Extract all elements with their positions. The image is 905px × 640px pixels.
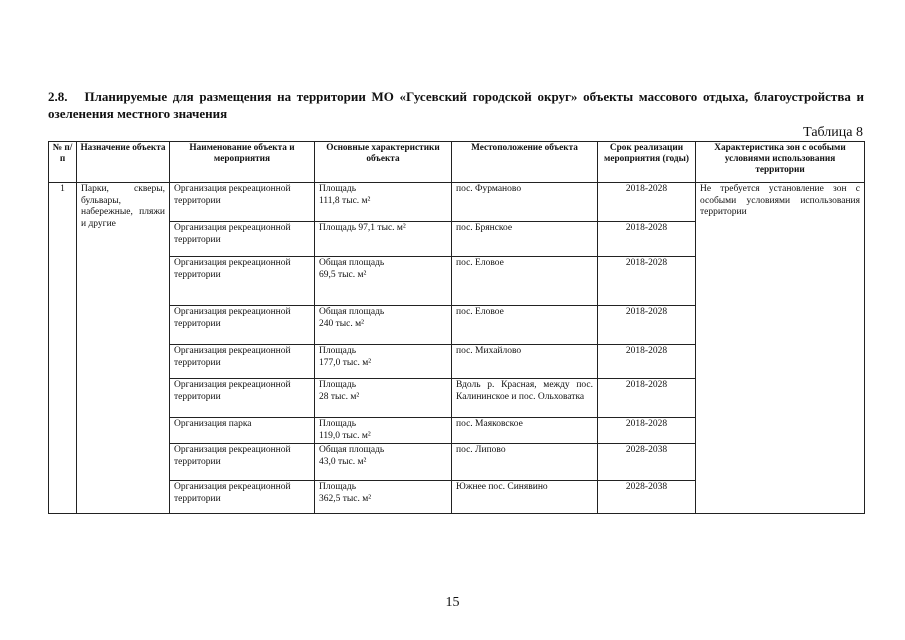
object-characteristics: [315, 481, 452, 514]
characteristic-value: 177,0 тыс. м²: [319, 357, 372, 368]
characteristic-label: Площадь: [319, 380, 357, 390]
object-location: Южнее пос. Синявино: [452, 481, 598, 514]
characteristic-value: 362,5 тыс. м²: [319, 493, 372, 504]
object-period: 2018-2028: [598, 418, 696, 444]
table-row: [49, 183, 865, 222]
characteristic-label: Общая площадь: [319, 445, 385, 455]
section-number: 2.8.: [48, 89, 68, 104]
characteristic-value: 240 тыс. м²: [319, 318, 364, 329]
object-period: 2028-2038: [598, 444, 696, 481]
object-characteristics: [315, 345, 452, 379]
object-characteristics: [315, 183, 452, 222]
object-period: 2018-2028: [598, 183, 696, 222]
object-period: 2018-2028: [598, 257, 696, 306]
object-name: Организация рекреационной территории: [170, 379, 315, 418]
object-name: Организация рекреационной территории: [170, 444, 315, 481]
object-characteristics: [315, 222, 452, 257]
object-location: пос. Брянское: [452, 222, 598, 257]
object-name: Организация рекреационной территории: [170, 222, 315, 257]
characteristic-label: Общая площадь: [319, 258, 385, 268]
object-characteristics: [315, 306, 452, 345]
object-name: Организация рекреационной территории: [170, 345, 315, 379]
object-name: Организация парка: [170, 418, 315, 444]
header-number: № п/п: [49, 142, 77, 183]
characteristic-label: Площадь: [319, 184, 357, 194]
object-characteristics: [315, 379, 452, 418]
object-location: пос. Еловое: [452, 257, 598, 306]
header-purpose: Назначение объекта: [77, 142, 170, 183]
object-characteristics: [315, 257, 452, 306]
object-location: пос. Липово: [452, 444, 598, 481]
characteristic-label: Общая площадь: [319, 307, 385, 317]
characteristic-value: 28 тыс. м²: [319, 391, 360, 402]
object-name: Организация рекреационной территории: [170, 481, 315, 514]
section-heading: [48, 88, 864, 122]
table-label: Таблица 8: [803, 125, 863, 140]
object-period: 2018-2028: [598, 222, 696, 257]
characteristic-value: 69,5 тыс. м²: [319, 269, 367, 280]
object-name: Организация рекреационной территории: [170, 183, 315, 222]
characteristic-value: 43,0 тыс. м²: [319, 456, 367, 467]
object-location: пос. Михайлово: [452, 345, 598, 379]
page-number: 15: [445, 595, 460, 610]
characteristic-label: Площадь: [319, 419, 357, 429]
object-location: пос. Маяковское: [452, 418, 598, 444]
characteristic-label: Площадь 97,1 тыс. м²: [319, 223, 406, 233]
header-location: Местоположение объекта: [452, 142, 598, 183]
object-period: 2028-2038: [598, 481, 696, 514]
object-name: Организация рекреационной территории: [170, 257, 315, 306]
object-location: Вдоль р. Красная, между пос. Калининское и пос. Ольховатка: [452, 379, 598, 418]
characteristic-label: Площадь: [319, 346, 357, 356]
characteristic-label: Площадь: [319, 482, 357, 492]
row-number: 1: [49, 183, 77, 514]
object-characteristics: [315, 418, 452, 444]
object-period: 2018-2028: [598, 306, 696, 345]
header-characteristics: Основные характеристики объекта: [315, 142, 452, 183]
object-period: 2018-2028: [598, 345, 696, 379]
characteristic-value: 119,0 тыс. м²: [319, 430, 371, 441]
object-purpose: Парки, скверы, бульвары, набережные, пляжи и другие: [77, 183, 170, 514]
object-location: пос. Фурманово: [452, 183, 598, 222]
characteristic-value: 111,8 тыс. м²: [319, 195, 371, 206]
zone-characteristics: Не требуется установление зон с особыми условиями использования территории: [696, 183, 865, 514]
object-period: 2018-2028: [598, 379, 696, 418]
object-characteristics: [315, 444, 452, 481]
section-title: Планируемые для размещения на территории МО «Гусевский городской округ» объекты массового отдыха, благоустройства и озеленения местного значения: [48, 89, 864, 121]
objects-table: [48, 141, 865, 514]
header-name: Наименование объекта и мероприятия: [170, 142, 315, 183]
object-location: пос. Еловое: [452, 306, 598, 345]
header-zones: Характеристика зон с особыми условиями использования территории: [696, 142, 865, 183]
object-name: Организация рекреационной территории: [170, 306, 315, 345]
table-header-row: [49, 142, 865, 183]
header-period: Срок реализации мероприятия (годы): [598, 142, 696, 183]
